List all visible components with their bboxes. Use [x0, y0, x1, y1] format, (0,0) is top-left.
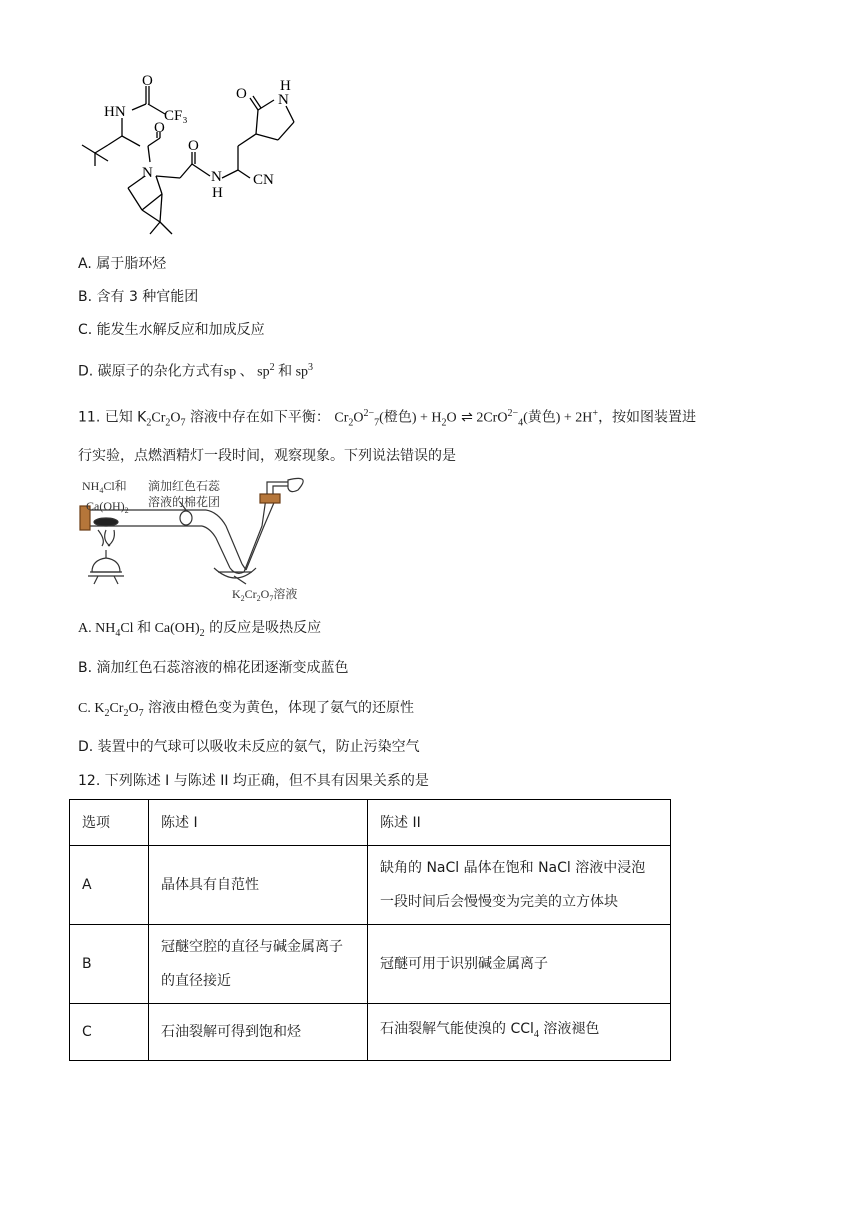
- fig-label-cotton-2: 溶液的棉花团: [148, 495, 221, 509]
- label-o3: O: [188, 138, 199, 154]
- row-b-statement-2: 冠醚可用于识别碱金属离子: [368, 925, 671, 1004]
- q10-option-a: A. 属于脂环烃: [78, 256, 167, 272]
- table-row: [70, 925, 671, 1004]
- fig-label-nh4cl-b: Cl和: [103, 479, 127, 493]
- table-header-row: [70, 800, 671, 846]
- q12-stem: 12. 下列陈述 I 与陈述 II 均正确，但不具有因果关系的是: [78, 773, 429, 789]
- row-b-statement-1: 冠醚空腔的直径与碱金属离子 的直径接近: [149, 925, 368, 1004]
- apparatus-figure: [76, 476, 336, 604]
- q10-option-b: B. 含有 3 种官能团: [78, 289, 199, 305]
- label-h2: H: [212, 185, 223, 201]
- q11-option-d: D. 装置中的气球可以吸收未反应的氨气，防止污染空气: [78, 739, 420, 755]
- label-n1: N: [142, 165, 153, 181]
- label-n-top: N: [278, 92, 289, 108]
- label-cn: CN: [253, 172, 274, 188]
- row-c-option: C: [70, 1004, 149, 1061]
- svg-text:K2Cr2O7溶液: $K_2Cr_2O_7$溶液: [232, 587, 298, 603]
- label-o1: O: [142, 73, 153, 89]
- row-c-statement-1: 石油裂解可得到饱和烃: [149, 1004, 368, 1061]
- fig-label-solution: 溶液: [273, 587, 298, 601]
- q11-stem-line1: 11. 已知 $K_2Cr_2O_7$ 溶液中存在如下平衡： $Cr_2O^{2-}_7$(橙色) + $H_2O$ ⇌ 2CrO$^{2-}_4$(黄色) + 2H+，按如图装置进: [78, 408, 697, 429]
- row-a-statement-2: 缺角的 NaCl 晶体在饱和 NaCl 溶液中浸泡 一段时间后会慢慢变为完美的立方体块: [368, 846, 671, 925]
- q11-option-c: C. $K_2Cr_2O_7$ 溶液由橙色变为黄色，体现了氨气的还原性: [78, 700, 415, 719]
- q11-option-a: A. $NH_4Cl$ 和 $Ca(OH)_2$ 的反应是吸热反应: [78, 620, 322, 639]
- q10-option-c: C. 能发生水解反应和加成反应: [78, 322, 265, 338]
- svg-text:NH4Cl和: $NH_4Cl$和: [82, 479, 127, 495]
- fig-label-cotton-1: 滴加红色石蕊: [148, 479, 221, 493]
- row-a-statement-1: 晶体具有自范性: [149, 846, 368, 925]
- label-hn: HN: [104, 104, 126, 120]
- fig-label-caoh2: Ca(OH): [86, 499, 125, 513]
- molecule-structure: [70, 70, 330, 250]
- q12-table: [69, 799, 671, 1061]
- label-o4: O: [236, 86, 247, 102]
- q11-option-b: B. 滴加红色石蕊溶液的棉花团逐渐变成蓝色: [78, 660, 349, 676]
- svg-text:Ca(OH)2: $Ca(OH)_2$: [86, 499, 129, 515]
- table-row: [70, 846, 671, 925]
- row-a-option: A: [70, 846, 149, 925]
- label-n2: N: [211, 169, 222, 185]
- row-c-statement-2: 石油裂解气能使溴的 CCl$_4$ 溶液褪色: [368, 1004, 671, 1061]
- table-row: [70, 1004, 671, 1061]
- fig-label-nh4cl-a: NH: [82, 479, 100, 493]
- header-option: 选项: [70, 800, 149, 846]
- row-b-option: B: [70, 925, 149, 1004]
- q11-stem-line2: 行实验，点燃酒精灯一段时间，观察现象。下列说法错误的是: [78, 448, 456, 464]
- header-statement-1: 陈述 I: [149, 800, 368, 846]
- label-cf3: CF₃: [164, 108, 188, 124]
- label-o2: O: [154, 120, 165, 136]
- header-statement-2: 陈述 II: [368, 800, 671, 846]
- q10-option-d: D. 碳原子的杂化方式有sp 、 $sp^2$ 和 $sp^3$: [78, 362, 314, 380]
- label-nh-top: H: [280, 78, 291, 94]
